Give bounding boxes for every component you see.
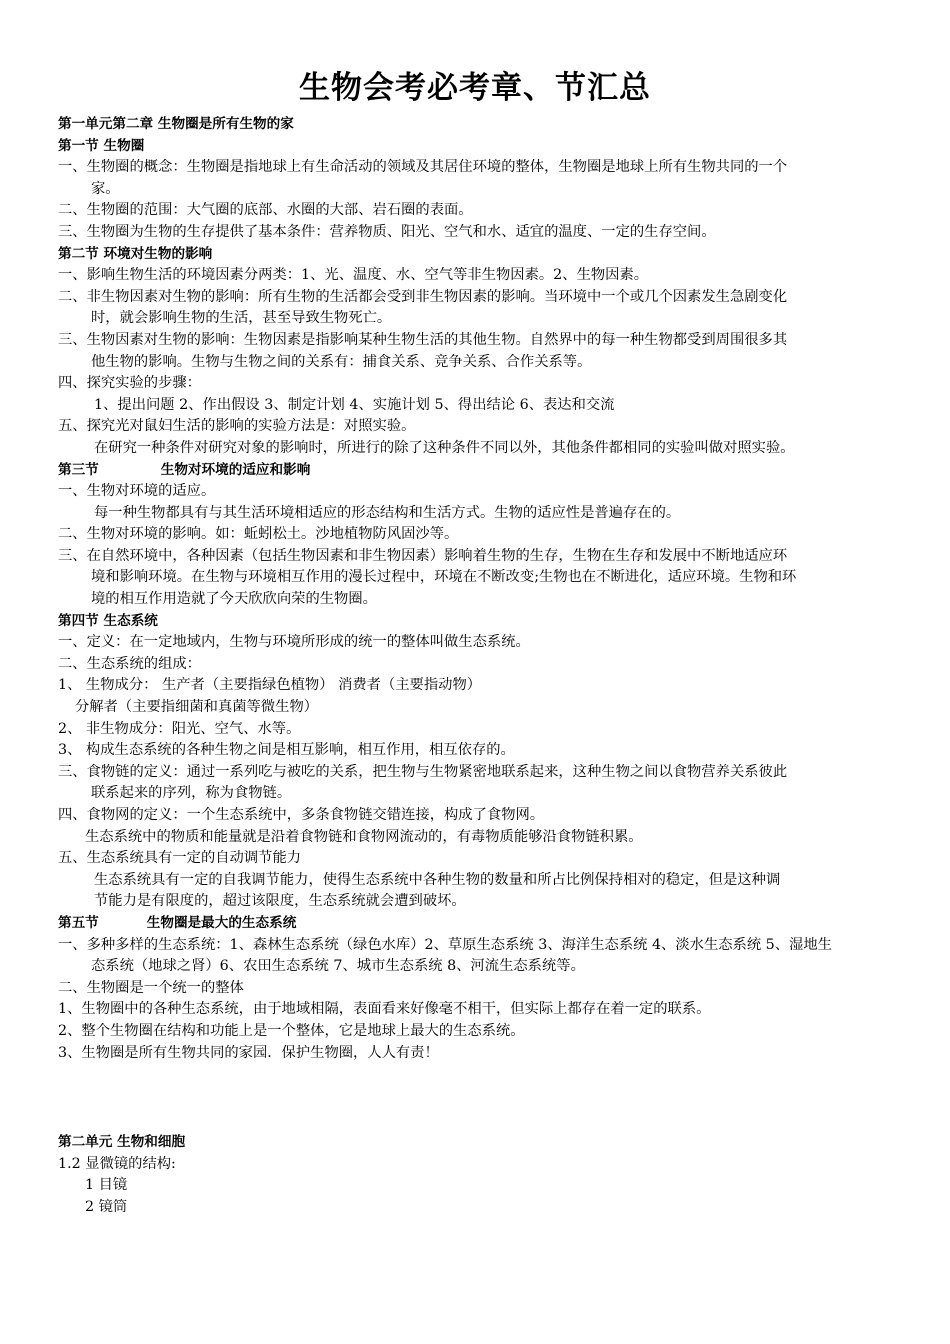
- paragraph-line: 他生物的影响。生物与生物之间的关系有：捕食关系、竞争关系、合作关系等。: [91, 353, 592, 370]
- unit1-heading: 第一单元第二章 生物圈是所有生物的家: [58, 116, 294, 132]
- paragraph-line: 3、生物圈是所有生物共同的家园．保护生物圈，人人有责！: [58, 1044, 439, 1061]
- paragraph-line: 三、食物链的定义：通过一系列吃与被吃的关系，把生物与生物紧密地联系起来，这种生物之间以食物营养关系彼此: [58, 763, 788, 780]
- section1-heading: 第一节 生物圈: [58, 137, 145, 154]
- paragraph-line: 1、生物圈中的各种生态系统，由于地域相隔，表面看来好像毫不相干，但实际上都存在着一定的联系。: [58, 1001, 711, 1018]
- paragraph-line: 二、生态系统的组成：: [58, 655, 201, 672]
- paragraph-line: 五、生态系统具有一定的自动调节能力: [58, 850, 302, 867]
- paragraph-line: 二、生物对环境的影响。如：蚯蚓松土。沙地植物防风固沙等。: [58, 526, 459, 543]
- paragraph-line: 四、探究实验的步骤：: [58, 375, 201, 392]
- page-title: 生物会考必考章、节汇总: [299, 70, 651, 106]
- paragraph-line: 节能力是有限度的，超过该限度，生态系统就会遭到破坏。: [94, 893, 466, 910]
- paragraph-line: 2、整个生物圈在结构和功能上是一个整体，它是地球上最大的生态系统。: [58, 1022, 525, 1039]
- paragraph-line: 在研究一种条件对研究对象的影响时，所进行的除了这种条件不同以外，其他条件都相同的实验叫做对照实验。: [94, 439, 795, 456]
- paragraph-line: 一、影响生物生活的环境因素分两类：1、光、温度、水、空气等非生物因素。2、生物因素。: [58, 267, 649, 284]
- paragraph-line: 家。: [91, 180, 120, 197]
- section2-heading: 第二节 环境对生物的影响: [58, 245, 213, 262]
- section5-heading: [58, 913, 898, 935]
- paragraph-line: 二、非生物因素对生物的影响：所有生物的生活都会受到非生物因素的影响。当环境中一个或几个因素发生急剧变化: [58, 288, 788, 305]
- paragraph-line: 生态系统中的物质和能量就是沿着食物链和食物网流动的，有毒物质能够沿食物链积累。: [85, 828, 643, 845]
- paragraph-line: 境和影响环境。在生物与环境相互作用的漫长过程中，环境在不断改变;生物也在不断进化，适应环境。生物和环: [91, 569, 797, 586]
- section3-heading: [58, 460, 898, 482]
- paragraph-line: 联系起来的序列，称为食物链。: [91, 785, 292, 802]
- spacer: [58, 1064, 898, 1132]
- paragraph-line: 每一种生物都具有与其生活环境相适应的形态结构和生活方式。生物的适应性是普遍存在的。: [94, 504, 681, 521]
- paragraph-line: 一、多种多样的生态系统：1、森林生态系统（绿色水库）2、草原生态系统 3、海洋生态系统 4、淡水生态系统 5、湿地生: [58, 936, 832, 953]
- paragraph-line: 境的相互作用造就了今天欣欣向荣的生物圈。: [91, 591, 377, 608]
- section5-title: 生物圈是最大的生态系统: [146, 914, 297, 931]
- paragraph-line: 四、食物网的定义：一个生态系统中，多条食物链交错连接，构成了食物网。: [58, 807, 545, 823]
- paragraph-line: 态系统（地球之肾）6、农田生态系统 7、城市生态系统 8、河流生态系统等。: [91, 958, 585, 975]
- paragraph-line: 三、生物圈为生物的生存提供了基本条件：营养物质、阳光、空气和水、适宜的温度、一定的生存空间。: [58, 223, 716, 240]
- paragraph-line: 生态系统具有一定的自我调节能力，使得生态系统中各种生物的数量和所占比例保持相对的稳定，但是这种调: [94, 871, 781, 888]
- paragraph-line: 2、 非生物成分：阳光、空气、水等。: [58, 720, 301, 737]
- paragraph-line: 1、提出问题 2、作出假设 3、制定计划 4、实施计划 5、得出结论 6、表达和交流: [94, 396, 615, 413]
- paragraph-line: 一、定义：在一定地域内，生物与环境所形成的统一的整体叫做生态系统。: [58, 634, 530, 651]
- paragraph-line: 三、在自然环境中，各种因素（包括生物因素和非生物因素）影响着生物的生存，生物在生存和发展中不断地适应环: [58, 547, 788, 564]
- paragraph-line: 3、 构成生态系统的各种生物之间是相互影响，相互作用，相互依存的。: [58, 742, 515, 759]
- section4-heading: 第四节 生态系统: [58, 612, 158, 629]
- paragraph-line: 1.2 显微镜的结构:: [58, 1155, 176, 1172]
- paragraph-line: 1、 生物成分： 生产者（主要指绿色植物） 消费者（主要指动物）: [58, 677, 482, 694]
- unit2-heading: 第二单元 生物和细胞: [58, 1134, 186, 1151]
- document-body: [58, 114, 898, 1219]
- section3-title: 生物对环境的适应和影响: [160, 461, 311, 478]
- paragraph-line: 分解者（主要指细菌和真菌等微生物）: [75, 699, 319, 716]
- section5-number: 第五节: [58, 914, 99, 931]
- list-item: 2 镜筒: [85, 1198, 128, 1215]
- paragraph-line: 一、生物圈的概念：生物圈是指地球上有生命活动的领域及其居住环境的整体，生物圈是地球上所有生物共同的一个: [58, 159, 788, 176]
- paragraph-line: 二、生物圈的范围：大气圈的底部、水圈的大部、岩石圈的表面。: [58, 202, 473, 219]
- paragraph-line: 五、探究光对鼠妇生活的影响的实验方法是：对照实验。: [58, 418, 416, 435]
- section3-number: 第三节: [58, 461, 99, 478]
- paragraph-line: 一、生物对环境的适应。: [58, 483, 216, 500]
- list-item: 1 目镜: [85, 1177, 128, 1194]
- paragraph-line: 时，就会影响生物的生活，甚至导致生物死亡。: [91, 310, 392, 327]
- paragraph-line: 三、生物因素对生物的影响：生物因素是指影响某种生物生活的其他生物。自然界中的每一种生物都受到周围很多其: [58, 331, 788, 348]
- paragraph-line: 二、生物圈是一个统一的整体: [58, 979, 244, 996]
